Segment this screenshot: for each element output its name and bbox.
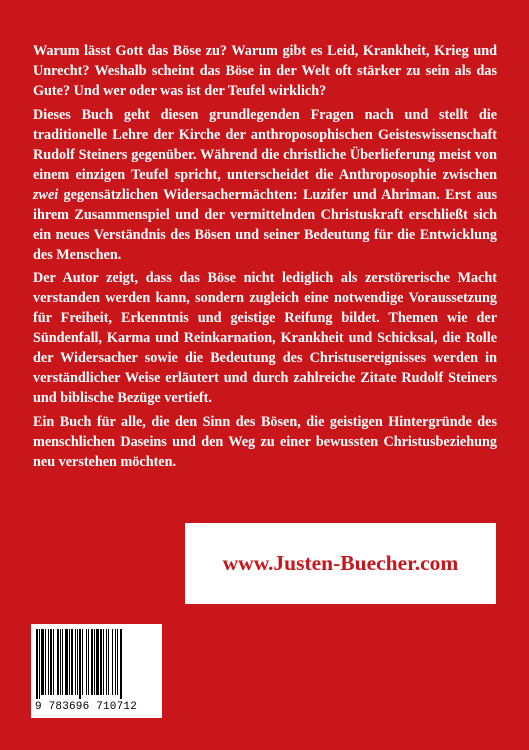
blurb-paragraph-author: Der Autor zeigt, dass das Böse nicht lediglich als zerstörerische Macht verstanden werden kann, sondern zugleich eine notwendige Voraussetzung für Freiheit, Erkenntnis und geistige Reifung bildet. Themen wie der Sündenfall, Karma und Reinkarnation, Krankheit und Schicksal, die Rolle der Widersacher sowie die Bedeutung des Christusereignisses werden in verständlicher Weise erläutert und durch zahlreiche Zitate Rudolf Steiners und biblische Bezüge vertieft. (33, 270, 497, 406)
blurb-paragraph-audience: Ein Buch für alle, die den Sinn des Bösen, die geistigen Hintergründe des menschlichen Daseins und den Weg zu einer bewussten Christusbeziehung neu verstehen möchten. (33, 414, 497, 470)
barcode-icon (36, 629, 157, 699)
blurb-paragraph-intro-end: gegensätzlichen Widersachermächten: Luzifer und Ahriman. Erst aus ihrem Zusammenspiel und der vermittelnden Christuskraft erschließt sich ein neues Verständnis des Bösen und seiner Bedeutung für die Entwicklung des Menschen. (33, 187, 497, 263)
isbn-barcode (31, 624, 162, 718)
isbn-digits: 9 783696 710712 (35, 701, 138, 713)
blurb-paragraph-intro (33, 105, 497, 265)
publisher-url[interactable]: www.Justen-Buecher.com (222, 551, 459, 575)
blurb-emphasis-zwei: zwei (33, 187, 59, 203)
publisher-url-box (185, 523, 496, 604)
blurb-paragraph-questions: Warum lässt Gott das Böse zu? Warum gibt es Leid, Krankheit, Krieg und Unrecht? Weshalb scheint das Böse in der Welt oft stärker zu sein als das Gute? Und wer oder was ist der Teufel wirklich? (33, 43, 497, 99)
blurb-paragraph-intro-start: Dieses Buch geht diesen grundlegenden Fragen nach und stellt die traditionelle Lehre der Kirche der anthroposophischen Geisteswissenschaft Rudolf Steiners gegenüber. Während die christliche Überlieferung meist von einem einzigen Teufel spricht, unterscheidet die Anthroposophie zwischen (33, 107, 497, 183)
